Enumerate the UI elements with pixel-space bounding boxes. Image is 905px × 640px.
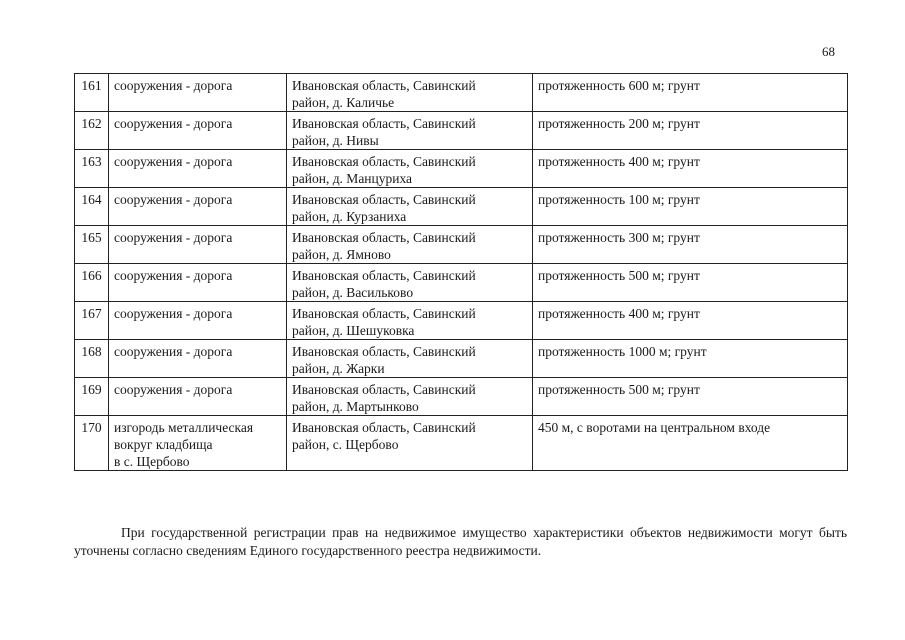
object-type — [109, 416, 287, 471]
address-line: Ивановская область, Савинский — [292, 268, 476, 283]
row-number: 165 — [75, 226, 109, 264]
object-description: протяженность 400 м; грунт — [533, 150, 848, 188]
table-row — [75, 264, 848, 302]
type-line: вокруг кладбища — [114, 437, 213, 452]
object-address — [287, 302, 533, 340]
table-row — [75, 150, 848, 188]
object-description: протяженность 400 м; грунт — [533, 302, 848, 340]
row-number: 164 — [75, 188, 109, 226]
page-number: 68 — [822, 44, 835, 59]
address-line: Ивановская область, Савинский — [292, 344, 476, 359]
type-line: в с. Щербово — [114, 454, 190, 469]
address-line: район, д. Васильково — [292, 285, 414, 300]
row-number: 163 — [75, 150, 109, 188]
row-number: 161 — [75, 74, 109, 112]
object-address — [287, 416, 533, 471]
address-line: Ивановская область, Савинский — [292, 116, 476, 131]
object-address — [287, 112, 533, 150]
address-line: район, с. Щербово — [292, 437, 399, 452]
address-line: район, д. Нивы — [292, 133, 379, 148]
object-type: сооружения - дорога — [109, 74, 287, 112]
registration-note: При государственной регистрации прав на недвижимое имущество характеристики объектов недвижимости могут быть уточнены согласно сведениям Единого государственного реестра недвижимости. — [74, 524, 847, 558]
row-number: 167 — [75, 302, 109, 340]
table-row — [75, 112, 848, 150]
table-row — [75, 302, 848, 340]
property-table — [74, 73, 848, 471]
address-line: район, д. Жарки — [292, 361, 385, 376]
object-address — [287, 226, 533, 264]
table-row — [75, 378, 848, 416]
object-type: сооружения - дорога — [109, 112, 287, 150]
object-type: сооружения - дорога — [109, 150, 287, 188]
object-description: 450 м, с воротами на центральном входе — [533, 416, 848, 471]
table-row — [75, 340, 848, 378]
object-description: протяженность 1000 м; грунт — [533, 340, 848, 378]
object-description: протяженность 500 м; грунт — [533, 378, 848, 416]
object-description: протяженность 200 м; грунт — [533, 112, 848, 150]
object-address — [287, 264, 533, 302]
object-type: сооружения - дорога — [109, 340, 287, 378]
object-address — [287, 340, 533, 378]
address-line: Ивановская область, Савинский — [292, 382, 476, 397]
object-description: протяженность 500 м; грунт — [533, 264, 848, 302]
object-description: протяженность 600 м; грунт — [533, 74, 848, 112]
object-description: протяженность 300 м; грунт — [533, 226, 848, 264]
object-type: сооружения - дорога — [109, 226, 287, 264]
address-line: Ивановская область, Савинский — [292, 306, 476, 321]
object-address — [287, 150, 533, 188]
address-line: Ивановская область, Савинский — [292, 420, 476, 435]
table-row — [75, 188, 848, 226]
row-number: 166 — [75, 264, 109, 302]
row-number: 162 — [75, 112, 109, 150]
object-type: сооружения - дорога — [109, 378, 287, 416]
object-address — [287, 188, 533, 226]
address-line: Ивановская область, Савинский — [292, 78, 476, 93]
address-line: район, д. Мартынково — [292, 399, 419, 414]
address-line: район, д. Шешуковка — [292, 323, 415, 338]
address-line: район, д. Манцуриха — [292, 171, 413, 186]
object-description: протяженность 100 м; грунт — [533, 188, 848, 226]
address-line: Ивановская область, Савинский — [292, 192, 476, 207]
type-line: изгородь металлическая — [114, 420, 254, 435]
row-number: 170 — [75, 416, 109, 471]
address-line: Ивановская область, Савинский — [292, 230, 476, 245]
address-line: район, д. Курзаниха — [292, 209, 407, 224]
row-number: 169 — [75, 378, 109, 416]
object-address — [287, 378, 533, 416]
object-address — [287, 74, 533, 112]
address-line: район, д. Каличье — [292, 95, 395, 110]
table-row — [75, 226, 848, 264]
address-line: район, д. Ямново — [292, 247, 391, 262]
table-row — [75, 416, 848, 471]
table-row — [75, 74, 848, 112]
object-type: сооружения - дорога — [109, 264, 287, 302]
object-type: сооружения - дорога — [109, 188, 287, 226]
row-number: 168 — [75, 340, 109, 378]
object-type: сооружения - дорога — [109, 302, 287, 340]
address-line: Ивановская область, Савинский — [292, 154, 476, 169]
